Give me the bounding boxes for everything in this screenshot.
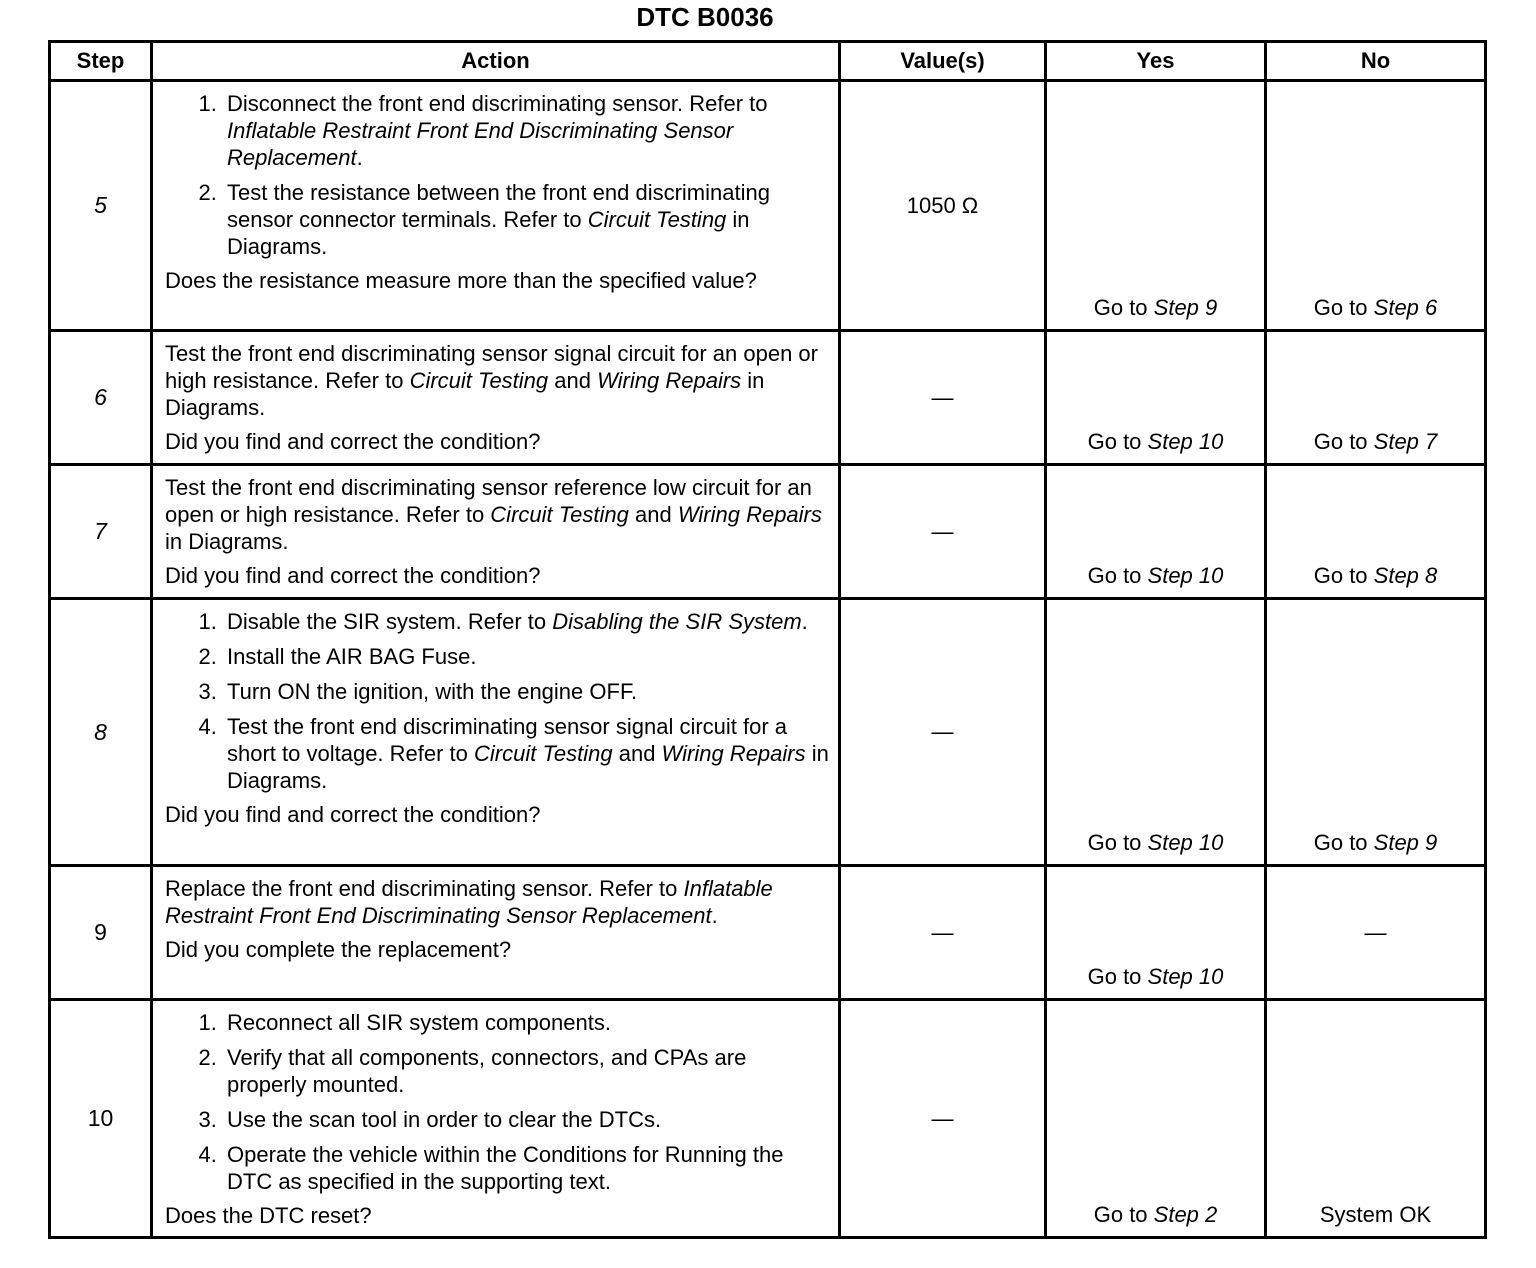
- goto-prefix: Go to: [1087, 563, 1148, 588]
- reference-link-text: Wiring Repairs: [661, 741, 806, 766]
- action-instruction: [165, 875, 830, 929]
- reference-link-text: Inflatable Restraint Front End Discriminating Sensor Replacement: [165, 876, 773, 928]
- yes-cell: [1046, 465, 1266, 599]
- action-step: [223, 678, 830, 705]
- header-values: Value(s): [840, 42, 1046, 81]
- table-row: [50, 1000, 1486, 1238]
- goto-prefix: Go to: [1093, 295, 1154, 320]
- action-step: [223, 1009, 830, 1036]
- step-number: 9: [50, 866, 152, 1000]
- goto-target: Step 8: [1373, 563, 1438, 588]
- action-step: [223, 643, 830, 670]
- action-text-run: Operate the vehicle within the Conditions for Running the DTC as specified in the supporting text.: [227, 1142, 784, 1194]
- yes-cell: [1046, 331, 1266, 465]
- action-cell: [152, 599, 840, 866]
- table-body: [50, 81, 1486, 1238]
- reference-link-text: Circuit Testing: [409, 368, 549, 393]
- action-text-run: .: [801, 609, 808, 634]
- no-cell: [1266, 599, 1486, 866]
- action-question: Did you complete the replacement?: [165, 937, 512, 962]
- action-text-run: Test the front end discriminating sensor signal circuit for an open or high resistance. Refer to: [165, 341, 818, 393]
- value-cell: 1050 Ω: [840, 81, 1046, 331]
- value-cell: —: [840, 599, 1046, 866]
- action-text-run: Test the front end discriminating sensor signal circuit for a short to voltage. Refer to: [227, 714, 788, 766]
- action-question: Did you find and correct the condition?: [165, 429, 541, 454]
- table-row: [50, 331, 1486, 465]
- action-question: Did you find and correct the condition?: [165, 563, 541, 588]
- action-step: [223, 1106, 830, 1133]
- header-no: No: [1266, 42, 1486, 81]
- action-step: [223, 1044, 830, 1098]
- header-yes: Yes: [1046, 42, 1266, 81]
- action-text-run: and: [548, 368, 598, 393]
- reference-link-text: Circuit Testing: [587, 207, 727, 232]
- yes-cell: [1046, 81, 1266, 331]
- action-cell: [152, 331, 840, 465]
- value-cell: —: [840, 1000, 1046, 1238]
- goto-target: Step 7: [1373, 429, 1438, 454]
- action-step: [223, 179, 830, 260]
- action-question: Did you find and correct the condition?: [165, 802, 541, 827]
- action-text-run: Turn ON the ignition, with the engine OFF.: [227, 679, 638, 704]
- table-row: [50, 866, 1486, 1000]
- action-steps-list: [165, 1009, 830, 1195]
- action-cell: [152, 465, 840, 599]
- action-text-run: and: [612, 741, 662, 766]
- goto-prefix: Go to: [1313, 429, 1374, 454]
- goto-prefix: Go to: [1093, 1202, 1154, 1227]
- goto-prefix: Go to: [1087, 830, 1148, 855]
- action-text-run: Install the AIR BAG Fuse.: [227, 644, 477, 669]
- step-number: 8: [50, 599, 152, 866]
- value-cell: —: [840, 465, 1046, 599]
- goto-prefix: Go to: [1087, 429, 1148, 454]
- action-text-run: Reconnect all SIR system components.: [227, 1010, 611, 1035]
- goto-target: Step 10: [1147, 830, 1224, 855]
- action-step: [223, 90, 830, 171]
- page-title: DTC B0036: [636, 2, 774, 32]
- action-text-run: Disable the SIR system. Refer to: [227, 609, 553, 634]
- no-cell: [1266, 331, 1486, 465]
- reference-link-text: Wiring Repairs: [597, 368, 742, 393]
- dtc-table: [48, 40, 1487, 1239]
- header-step: Step: [50, 42, 152, 81]
- action-text-run: Test the resistance between the front end discriminating sensor connector terminals. Refer to: [227, 180, 770, 232]
- action-text-run: and: [628, 502, 678, 527]
- action-cell: [152, 1000, 840, 1238]
- table-row: [50, 465, 1486, 599]
- goto-target: Step 9: [1153, 295, 1218, 320]
- reference-link-text: Inflatable Restraint Front End Discriminating Sensor Replacement: [227, 118, 734, 170]
- reference-link-text: Disabling the SIR System: [552, 609, 802, 634]
- action-question: Does the resistance measure more than the specified value?: [165, 268, 757, 293]
- no-cell: —: [1266, 866, 1486, 1000]
- value-cell: —: [840, 331, 1046, 465]
- goto-target: Step 2: [1153, 1202, 1218, 1227]
- yes-cell: [1046, 866, 1266, 1000]
- header-action: Action: [152, 42, 840, 81]
- goto-target: Step 9: [1373, 830, 1438, 855]
- action-instruction: [165, 340, 830, 421]
- step-number: 6: [50, 331, 152, 465]
- header-row: [50, 42, 1486, 81]
- action-steps-list: [165, 90, 830, 260]
- reference-link-text: Circuit Testing: [490, 502, 629, 527]
- goto-prefix: Go to: [1313, 563, 1374, 588]
- action-text-run: Test the front end discriminating sensor reference low circuit for an open or high resistance. Refer to: [165, 475, 812, 527]
- yes-cell: [1046, 599, 1266, 866]
- action-text-run: Replace the front end discriminating sensor. Refer to: [165, 876, 684, 901]
- action-cell: [152, 866, 840, 1000]
- action-step: [223, 713, 830, 794]
- action-text-run: .: [356, 145, 363, 170]
- goto-target: Step 10: [1147, 429, 1224, 454]
- action-text-run: in Diagrams.: [227, 741, 829, 793]
- value-cell: —: [840, 866, 1046, 1000]
- action-instruction: [165, 474, 830, 555]
- action-text-run: in Diagrams.: [165, 529, 289, 554]
- goto-target: Step 6: [1373, 295, 1438, 320]
- action-step: [223, 608, 830, 635]
- reference-link-text: Wiring Repairs: [677, 502, 822, 527]
- step-number: 7: [50, 465, 152, 599]
- goto-prefix: Go to: [1313, 830, 1374, 855]
- action-steps-list: [165, 608, 830, 794]
- step-number: 10: [50, 1000, 152, 1238]
- reference-link-text: Circuit Testing: [474, 741, 613, 766]
- table-row: [50, 599, 1486, 866]
- goto-target: Step 10: [1147, 964, 1224, 989]
- goto-prefix: Go to: [1087, 964, 1148, 989]
- action-cell: [152, 81, 840, 331]
- yes-cell: [1046, 1000, 1266, 1238]
- action-text-run: Use the scan tool in order to clear the DTCs.: [227, 1107, 662, 1132]
- goto-target: Step 10: [1147, 563, 1224, 588]
- action-text-run: .: [711, 903, 718, 928]
- action-text-run: Verify that all components, connectors, and CPAs are properly mounted.: [227, 1045, 747, 1097]
- action-step: [223, 1141, 830, 1195]
- no-cell: [1266, 81, 1486, 331]
- action-text-run: Disconnect the front end discriminating sensor. Refer to: [227, 91, 768, 116]
- table-row: [50, 81, 1486, 331]
- step-number: 5: [50, 81, 152, 331]
- action-question: Does the DTC reset?: [165, 1203, 372, 1228]
- action-text-run: in Diagrams.: [165, 368, 765, 420]
- no-cell: [1266, 465, 1486, 599]
- action-text-run: in Diagrams.: [227, 207, 750, 259]
- no-cell: System OK: [1266, 1000, 1486, 1238]
- goto-prefix: Go to: [1313, 295, 1374, 320]
